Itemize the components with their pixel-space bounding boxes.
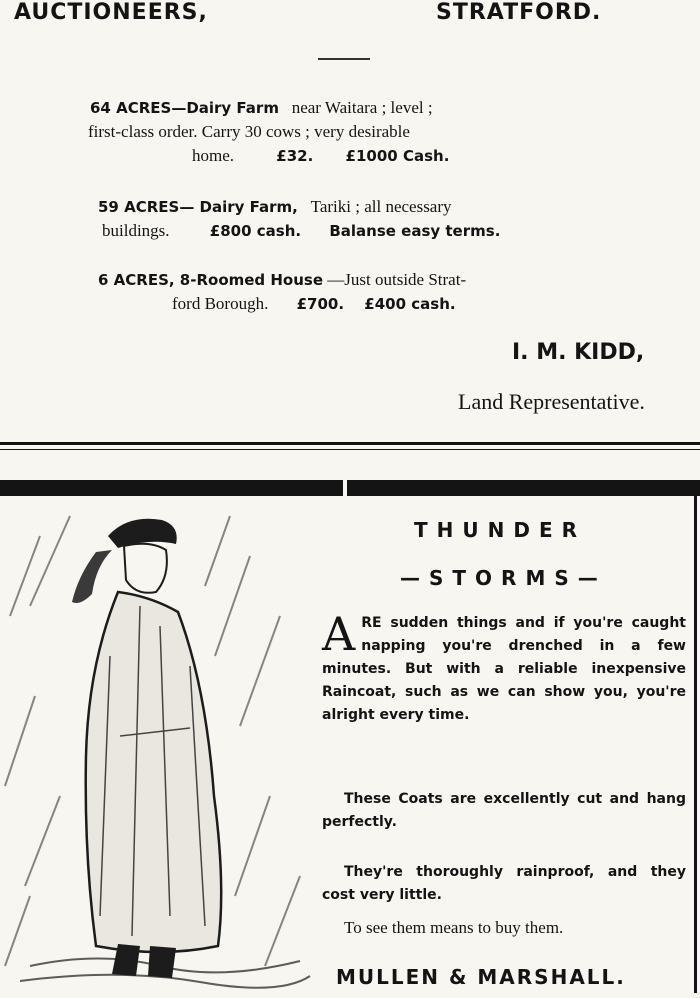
section-rule-top [0, 442, 700, 445]
ad-border-top [0, 480, 700, 496]
ad-signature: MULLEN & MARSHALL. [336, 965, 626, 989]
header-left: AUCTIONEERS, [14, 0, 208, 25]
ad-subtitle: —STORMS— [400, 566, 607, 590]
listing-3-price: £700. [296, 295, 345, 313]
ad-paragraph-1-text: RE sudden things and if you're caught napping you're drenched in a few minutes. But with a reliable inexpensive Raincoat, such as we can show you, you're alright every time. [322, 615, 686, 723]
listing-3-cash: £400 cash. [364, 295, 456, 313]
listing-1 [90, 96, 630, 168]
listing-2-buildings: buildings. [102, 221, 170, 240]
ad-dropcap: A [322, 607, 356, 661]
listing-3-location: ford Borough. [172, 294, 269, 313]
ad-paragraph-3: They're thoroughly rainproof, and they cost very little. [322, 864, 686, 903]
agent-name: I. M. KIDD, [512, 340, 645, 365]
listing-1-price: £32. [276, 147, 314, 165]
ad-paragraph-4: To see them means to buy them. [344, 918, 564, 937]
listing-1-home: home. [192, 146, 235, 165]
header-right: STRATFORD. [436, 0, 602, 25]
listing-2 [98, 195, 618, 243]
listing-1-cash: £1000 Cash. [345, 147, 450, 165]
listing-2-terms: Balanse easy terms. [329, 222, 501, 240]
listing-3-heading: 6 ACRES, 8-Roomed House [98, 271, 324, 289]
ad-title: THUNDER [414, 518, 587, 542]
short-divider [318, 58, 370, 60]
listing-1-line1: near Waitara ; level ; [291, 98, 433, 117]
ad-paragraph-2: These Coats are excellently cut and hang perfectly. [322, 791, 686, 830]
listing-3-line1: —Just outside Strat- [327, 270, 467, 289]
listing-2-heading: 59 ACRES— Dairy Farm, [98, 198, 298, 216]
section-rule-thin [0, 449, 700, 450]
man-in-raincoat-icon [0, 496, 322, 993]
listing-3 [98, 268, 618, 316]
listing-1-line2: first-class order. Carry 30 cows ; very desirable [88, 122, 410, 141]
agent-title: Land Representative. [458, 389, 645, 414]
ad-paragraph-1 [322, 607, 686, 727]
listing-2-line1: Tariki ; all necessary [310, 197, 452, 216]
ad-border-right [694, 480, 697, 993]
listing-2-price: £800 cash. [209, 222, 302, 240]
listing-1-heading: 64 ACRES—Dairy Farm [90, 99, 279, 117]
raincoat-man-illustration [0, 496, 322, 993]
